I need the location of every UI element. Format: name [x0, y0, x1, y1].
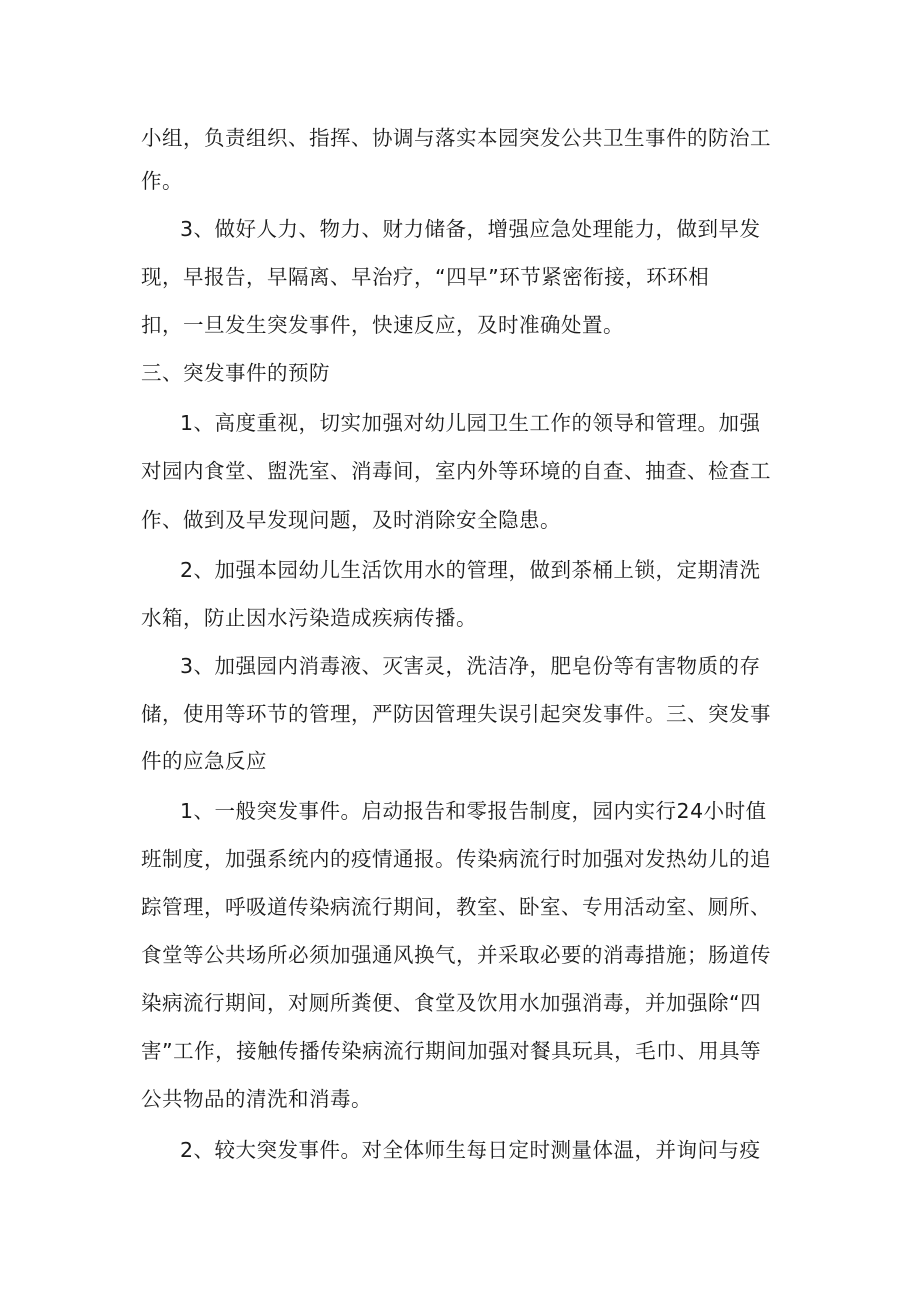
text-line: 作。: [141, 169, 183, 193]
text-line: 小组，负责组织、指挥、协调与落实本园突发公共卫生事件的防治工: [141, 126, 771, 150]
text-line: 公共物品的清洗和消毒。: [141, 1087, 372, 1111]
text-line: 害”工作，接触传播传染病流行期间加强对餐具玩具，毛巾、用具等: [141, 1039, 762, 1063]
text-line: 食堂等公共场所必须加强通风换气，并采取必要的消毒措施；肠道传: [141, 943, 771, 967]
text-line: 2、较大突发事件。对全体师生每日定时测量体温，并询问与疫: [180, 1138, 761, 1162]
text-line: 1、一般突发事件。启动报告和零报告制度，园内实行24小时值: [180, 799, 767, 823]
text-line: 班制度，加强系统内的疫情通报。传染病流行时加强对发热幼儿的追: [141, 847, 771, 871]
text-line: 储，使用等环节的管理，严防因管理失误引起突发事件。三、突发事: [141, 702, 771, 726]
section-heading: 三、突发事件的预防: [141, 361, 330, 385]
text-line: 水箱，防止因水污染造成疾病传播。: [141, 606, 477, 630]
text-line: 3、加强园内消毒液、灭害灵，洗洁净，肥皂份等有害物质的存: [180, 654, 761, 678]
text-line: 现，早报告，早隔离、早治疗，“四早”环节紧密衔接，环环相: [141, 265, 710, 289]
text-line: 件的应急反应: [141, 749, 267, 773]
text-line: 作、做到及早发现问题，及时消除安全隐患。: [141, 508, 561, 532]
text-line: 扣，一旦发生突发事件，快速反应，及时准确处置。: [141, 313, 624, 337]
text-line: 踪管理，呼吸道传染病流行期间，教室、卧室、专用活动室、厕所、: [141, 895, 771, 919]
text-line: 1、高度重视，切实加强对幼儿园卫生工作的领导和管理。加强: [180, 411, 761, 435]
text-line: 对园内食堂、盥洗室、消毒间，室内外等环境的自查、抽查、检查工: [141, 459, 771, 483]
text-line: 染病流行期间，对厕所粪便、食堂及饮用水加强消毒，并加强除“四: [141, 991, 762, 1015]
text-line: 2、加强本园幼儿生活饮用水的管理，做到茶桶上锁，定期清洗: [180, 558, 761, 582]
text-line: 3、做好人力、物力、财力储备，增强应急处理能力，做到早发: [180, 217, 761, 241]
